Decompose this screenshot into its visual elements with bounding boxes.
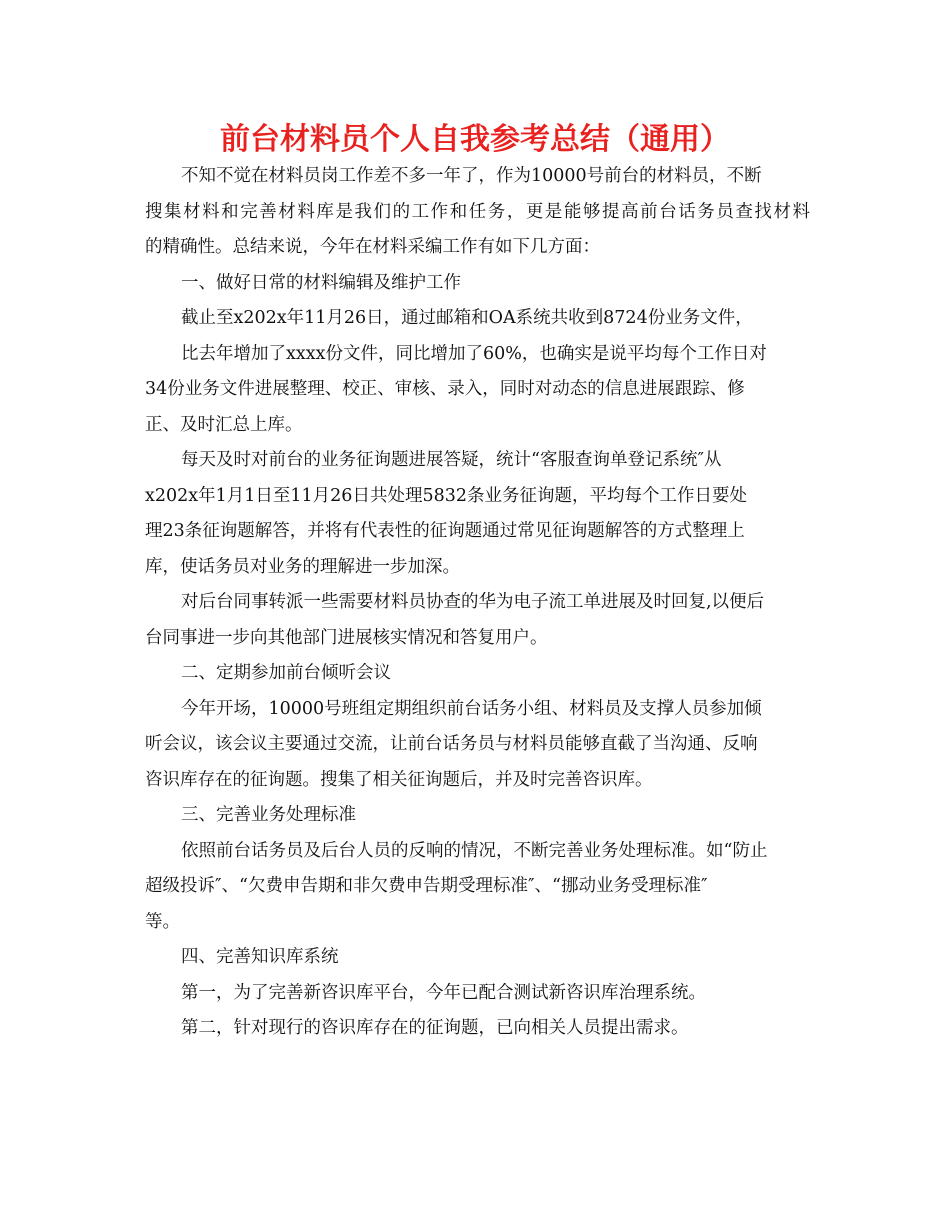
paragraph-line: 正、及时汇总上库。 — [145, 414, 303, 435]
section-heading: 二、定期参加前台倾听会议 — [181, 663, 391, 683]
section-heading: 四、完善知识库系统 — [181, 947, 339, 967]
paragraph-line: 超级投诉″、“欠费申告期和非欠费申告期受理标准″、“挪动业务受理标准″ — [145, 876, 708, 896]
paragraph-line: 库，使话务员对业务的理解进一步加深。 — [145, 556, 460, 577]
paragraph-line: 依照前台话务员及后台人员的反响的情况，不断完善业务处理标准。如“防止 — [181, 840, 768, 861]
paragraph-line: 不知不觉在材料员岗工作差不多一年了，作为10000号前台的材料员，不断 — [181, 166, 762, 186]
paragraph-line: 听会议，该会议主要通过交流，让前台话务员与材料员能够直截了当沟通、反响 — [145, 734, 758, 754]
paragraph-line: 第一，为了完善新咨识库平台，今年已配合测试新咨识库治理系统。 — [181, 982, 706, 1003]
paragraph-line: x202x年1月1日至11月26日共处理5832条业务征询题，平均每个工作日要处 — [145, 485, 747, 506]
paragraph-line: 的精确性。总结来说，今年在材料采编工作有如下几方面： — [145, 237, 600, 257]
paragraph-line: 比去年增加了xxxx份文件，同比增加了60%，也确实是说平均每个工作日对 — [181, 343, 767, 364]
paragraph-line: 第二，针对现行的咨识库存在的征询题，已向相关人员提出需求。 — [181, 1018, 689, 1038]
paragraph-line: 理23条征询题解答，并将有代表性的征询题通过常见征询题解答的方式整理上 — [145, 521, 745, 541]
paragraph-line: 每天及时对前台的业务征询题进展答疑，统计“客服查询单登记系统″从 — [181, 450, 722, 470]
paragraph-line: 34份业务文件进展整理、校正、审核、录入，同时对动态的信息进展跟踪、修 — [145, 379, 745, 399]
paragraph-line: 台同事进一步向其他部门进展核实情况和答复用户。 — [145, 627, 548, 648]
document-body — [145, 159, 810, 1047]
document-title: 前台材料员个人自我参考总结（通用） — [220, 122, 730, 157]
paragraph-line: 截止至x202x年11月26日，通过邮箱和OA系统共收到8724份业务文件， — [181, 308, 753, 328]
paragraph-line: 等。 — [145, 911, 180, 932]
section-heading: 一、做好日常的材料编辑及维护工作 — [181, 272, 461, 293]
paragraph-line: 今年开场，10000号班组定期组织前台话务小组、材料员及支撑人员参加倾 — [181, 698, 762, 719]
paragraph-line: 咨识库存在的征询题。搜集了相关征询题后，并及时完善咨识库。 — [145, 769, 653, 790]
paragraph-line: 对后台同事转派一些需要材料员协查的华为电子流工单进展及时回复,以便后 — [181, 592, 765, 612]
section-heading: 三、完善业务处理标准 — [181, 805, 356, 825]
paragraph-line: 搜集材料和完善材料库是我们的工作和任务，更是能够提高前台话务员查找材料 — [145, 201, 810, 222]
